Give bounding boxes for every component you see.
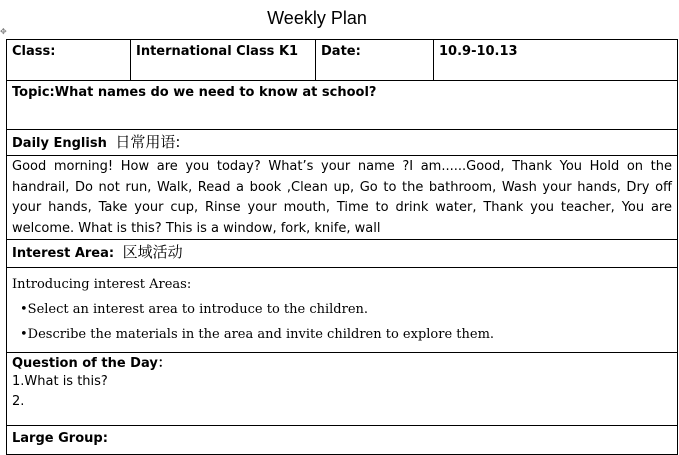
interest-area-body-row: [7, 268, 678, 353]
interest-area-intro: Introducing interest Areas:: [12, 277, 192, 292]
question-line-1: 1.What is this?: [12, 374, 108, 389]
table-move-handle-icon[interactable]: ✥: [0, 27, 7, 36]
class-value: International Class K1: [136, 44, 299, 59]
topic-text: Topic:What names do we need to know at school?: [12, 85, 377, 100]
date-value-cell: [434, 40, 678, 81]
large-group-label: Large Group:: [12, 431, 108, 446]
daily-english-heading: [12, 130, 672, 152]
header-row: [7, 40, 678, 81]
interest-area-heading: [12, 240, 672, 262]
weekly-plan-table: [6, 39, 678, 455]
interest-area-label-cn: 区域活动: [122, 243, 183, 261]
daily-english-body-row: [7, 156, 678, 240]
daily-english-header-cell: [7, 130, 678, 156]
interest-area-bullet-1: •Select an interest area to introduce to the children.: [20, 302, 369, 317]
topic-cell: [7, 81, 678, 130]
question-of-day-row: [7, 353, 678, 426]
interest-area-bullet-2: •Describe the materials in the area and invite children to explore them.: [20, 327, 495, 342]
large-group-cell: [7, 426, 678, 455]
topic-row: [7, 81, 678, 130]
daily-english-text: Good morning! How are you today? What’s your name ?I am......Good, Thank You Hold on the handrail, Do not run, Walk, Read a book ,Clean up, Go to the bathroom, Wash your hands, Dry off your hands, Take your cup, Rinse your mouth, Time to drink water, Thank you teacher, You are welcome. What is this? This is a window, fork, knife, wall: [12, 159, 672, 236]
page-title: Weekly Plan: [267, 8, 367, 28]
question-of-day-label: Question of the Day：: [12, 356, 171, 371]
interest-area-body-cell: [7, 268, 678, 353]
question-of-day-cell: [7, 353, 678, 426]
daily-english-label-cn: 日常用语:: [115, 133, 181, 151]
daily-english-label: Daily English: [12, 136, 107, 151]
interest-area-label: Interest Area:: [12, 246, 115, 261]
question-line-2: 2.: [12, 394, 25, 409]
date-value: 10.9-10.13: [439, 44, 518, 59]
daily-english-body-cell: [7, 156, 678, 240]
large-group-row: [7, 426, 678, 455]
date-label-cell: [316, 40, 434, 81]
daily-english-header-row: [7, 130, 678, 156]
date-label: Date:: [321, 44, 361, 59]
class-value-cell: [131, 40, 316, 81]
class-label-cell: [7, 40, 131, 81]
class-label: Class:: [12, 44, 56, 59]
interest-area-header-row: [7, 240, 678, 268]
interest-area-header-cell: [7, 240, 678, 268]
